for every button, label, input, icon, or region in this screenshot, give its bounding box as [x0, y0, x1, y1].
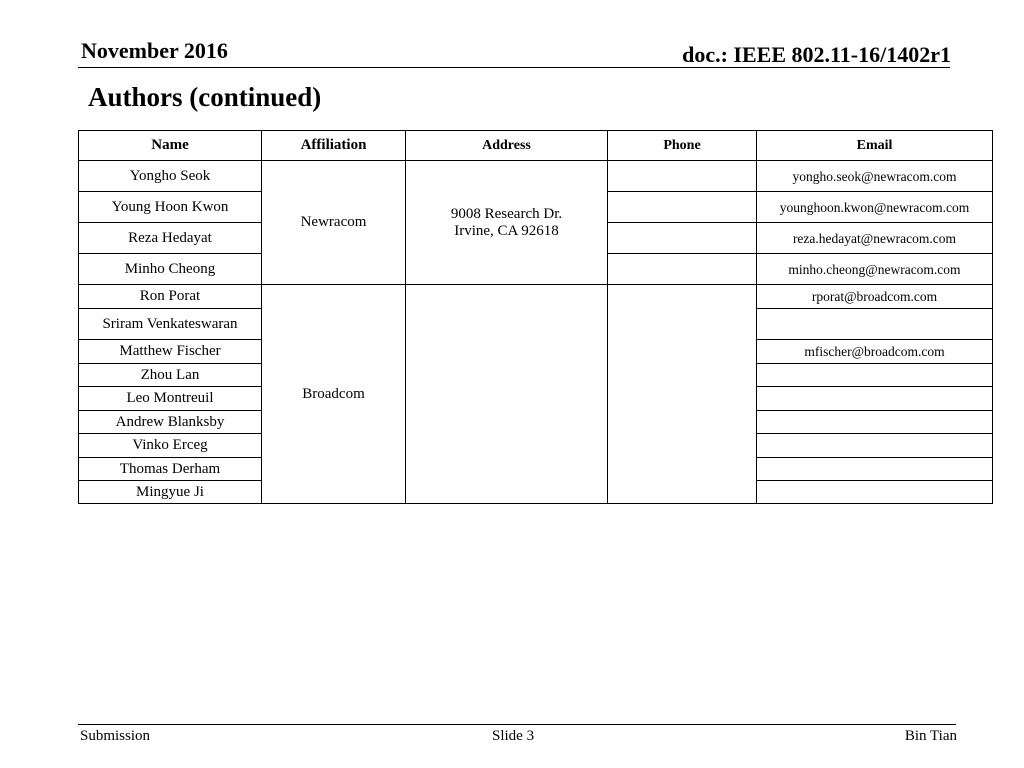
column-header-email: Email — [757, 131, 993, 161]
cell-name: Yongho Seok — [79, 161, 262, 192]
address-line: Irvine, CA 92618 — [454, 222, 559, 239]
cell-name: Sriram Venkateswaran — [79, 309, 262, 340]
column-header-address: Address — [406, 131, 608, 161]
cell-name: Leo Montreuil — [79, 387, 262, 411]
cell-phone — [608, 223, 757, 254]
cell-email: yongho.seok@newracom.com — [757, 161, 993, 192]
footer-slide-number: Slide 3 — [492, 728, 535, 744]
cell-name: Andrew Blanksby — [79, 411, 262, 434]
authors-table — [78, 130, 993, 504]
cell-name: Minho Cheong — [79, 254, 262, 285]
cell-phone — [608, 192, 757, 223]
cell-email — [757, 458, 993, 481]
cell-name: Ron Porat — [79, 285, 262, 309]
cell-phone — [608, 285, 757, 504]
header-doc-id: doc.: IEEE 802.11-16/1402r1 — [682, 42, 951, 67]
column-header-phone: Phone — [608, 131, 757, 161]
cell-name: Matthew Fischer — [79, 340, 262, 364]
column-header-affiliation: Affiliation — [262, 131, 406, 161]
address-line: 9008 Research Dr. — [450, 205, 563, 222]
cell-email — [757, 364, 993, 387]
footer-author: Bin Tian — [904, 728, 957, 744]
table-row — [79, 161, 993, 192]
cell-name: Young Hoon Kwon — [79, 192, 262, 223]
cell-phone — [608, 161, 757, 192]
footer-divider — [78, 724, 956, 725]
column-header-name: Name — [79, 131, 262, 161]
cell-name: Vinko Erceg — [79, 434, 262, 458]
cell-email — [757, 481, 993, 504]
cell-address — [406, 161, 608, 285]
cell-email: younghoon.kwon@newracom.com — [757, 192, 993, 223]
cell-email: rporat@broadcom.com — [757, 285, 993, 309]
cell-phone — [608, 254, 757, 285]
cell-name: Thomas Derham — [79, 458, 262, 481]
cell-email: reza.hedayat@newracom.com — [757, 223, 993, 254]
header-divider — [78, 67, 950, 68]
footer-submission: Submission — [80, 728, 151, 744]
cell-affiliation: Newracom — [262, 161, 406, 285]
table-row — [79, 285, 993, 309]
cell-name: Mingyue Ji — [79, 481, 262, 504]
cell-name: Zhou Lan — [79, 364, 262, 387]
cell-email: mfischer@broadcom.com — [757, 340, 993, 364]
slide-title: Authors (continued) — [88, 82, 322, 112]
cell-address — [406, 285, 608, 504]
cell-email — [757, 387, 993, 411]
cell-email — [757, 309, 993, 340]
header-date: November 2016 — [81, 38, 228, 63]
cell-email: minho.cheong@newracom.com — [757, 254, 993, 285]
table-header-row — [79, 131, 993, 161]
cell-email — [757, 411, 993, 434]
cell-name: Reza Hedayat — [79, 223, 262, 254]
cell-email — [757, 434, 993, 458]
cell-affiliation: Broadcom — [262, 285, 406, 504]
